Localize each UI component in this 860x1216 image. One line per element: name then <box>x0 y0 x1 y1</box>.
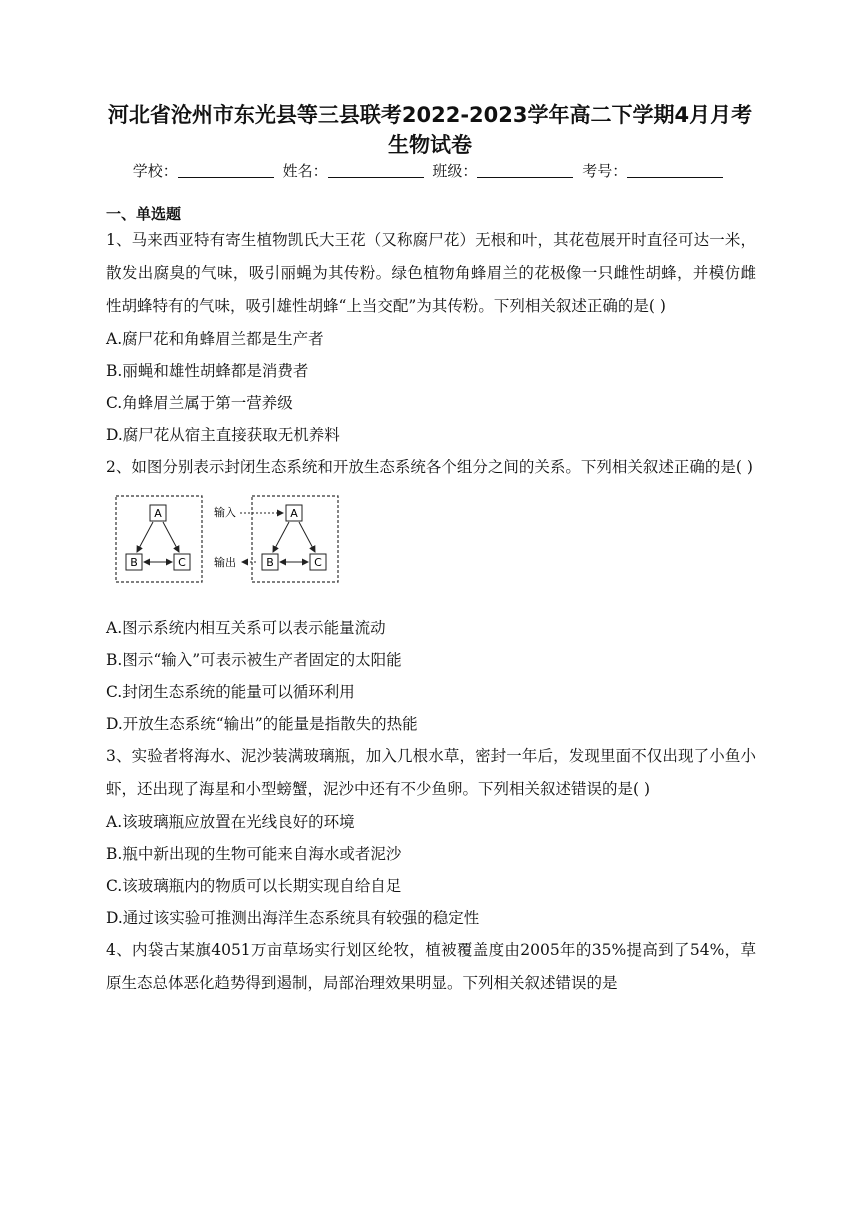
school-blank <box>178 161 274 178</box>
question-1-stem: 1、马来西亚特有寄生植物凯氏大王花（又称腐尸花）无根和叶，其花苞展开时直径可达一米，散发出腐臭的气味，吸引丽蝇为其传粉。绿色植物角蜂眉兰的花极像一只雌性胡蜂，并模仿雌性胡蜂特有的气味，吸引雄性胡蜂“上当交配”为其传粉。下列相关叙述正确的是( ) <box>106 231 756 315</box>
question-2-option-b: B.图示“输入”可表示被生产者固定的太阳能 <box>106 651 402 669</box>
question-4-stem: 4、内袋古某旗4051万亩草场实行划区纶牧，植被覆盖度由2005年的35%提高到了54%，草原生态总体恶化趋势得到遏制，局部治理效果明显。下列相关叙述错误的是 <box>106 941 756 992</box>
info-label-class: 班级： <box>432 162 478 180</box>
question-1-option-d: D.腐尸花从宿主直接获取无机养料 <box>106 426 340 444</box>
exam-number-blank <box>627 161 723 178</box>
class-blank <box>477 161 573 178</box>
closed-node-a-label: A <box>154 507 162 520</box>
ecosystem-diagram <box>106 492 756 608</box>
info-label-exam-number: 考号： <box>582 162 628 180</box>
closed-arrow-a-b <box>137 522 153 552</box>
info-label-name: 姓名： <box>282 162 328 180</box>
open-node-c-label: C <box>314 556 322 569</box>
open-node-b-label: B <box>266 556 274 569</box>
info-label-school: 学校： <box>132 162 178 180</box>
question-1-option-a: A.腐尸花和角蜂眉兰都是生产者 <box>106 330 324 348</box>
ecosystem-diagram-svg <box>108 492 368 588</box>
question-3-stem: 3、实验者将海水、泥沙装满玻璃瓶，加入几根水草，密封一年后，发现里面不仅出现了小鱼小虾，还出现了海星和小型螃蟹，泥沙中还有不少鱼卵。下列相关叙述错误的是( ) <box>106 747 756 798</box>
question-3-option-b: B.瓶中新出现的生物可能来自海水或者泥沙 <box>106 845 402 863</box>
open-arrow-a-b <box>273 522 289 552</box>
question-3-option-a: A.该玻璃瓶应放置在光线良好的环境 <box>106 813 355 831</box>
name-blank <box>328 161 424 178</box>
page-subtitle: 生物试卷 <box>388 133 472 157</box>
open-node-a-label: A <box>290 507 298 520</box>
section-heading: 一、单选题 <box>106 205 182 223</box>
question-3-option-c: C.该玻璃瓶内的物质可以长期实现自给自足 <box>106 877 402 895</box>
question-2-option-c: C.封闭生态系统的能量可以循环利用 <box>106 683 355 701</box>
question-1-option-b: B.丽蝇和雄性胡蜂都是消费者 <box>106 362 309 380</box>
closed-arrow-a-c <box>163 522 179 552</box>
closed-node-b-label: B <box>130 556 138 569</box>
output-label: 输出 <box>214 556 236 569</box>
input-label: 输入 <box>214 506 236 519</box>
question-3-option-d: D.通过该实验可推测出海洋生态系统具有较强的稳定性 <box>106 909 480 927</box>
page-title: 河北省沧州市东光县等三县联考2022-2023学年高二下学期4月月考 <box>107 103 753 127</box>
open-arrow-a-c <box>299 522 315 552</box>
student-info-line <box>0 160 860 182</box>
question-2-option-a: A.图示系统内相互关系可以表示能量流动 <box>106 619 386 637</box>
question-1-option-c: C.角蜂眉兰属于第一营养级 <box>106 394 293 412</box>
question-2-stem: 2、如图分别表示封闭生态系统和开放生态系统各个组分之间的关系。下列相关叙述正确的是( ) <box>106 458 753 476</box>
closed-node-c-label: C <box>178 556 186 569</box>
question-2-option-d: D.开放生态系统“输出”的能量是指散失的热能 <box>106 715 418 733</box>
question-list <box>106 224 756 1000</box>
